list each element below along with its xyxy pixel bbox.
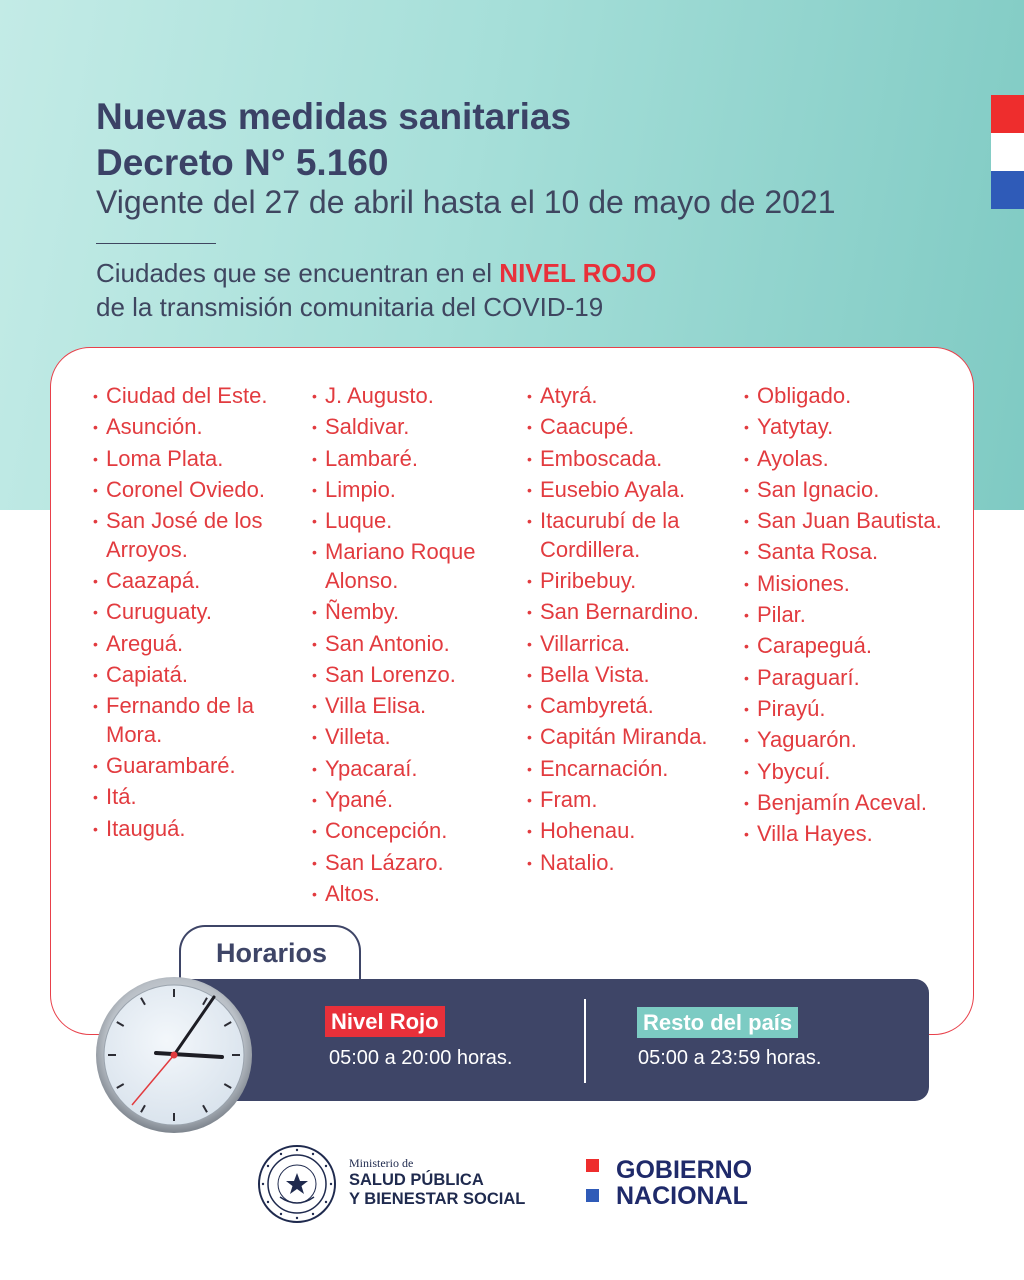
city-item: • Benjamín Aceval. (747, 789, 947, 818)
paraguay-flag-icon (991, 95, 1024, 209)
schedule-bar (160, 979, 929, 1101)
gob-line-2: NACIONAL (616, 1182, 748, 1210)
city-item: • Ñemby. (315, 598, 515, 627)
city-item: • J. Augusto. (315, 382, 515, 411)
city-item: • Villarrica. (530, 630, 730, 659)
city-item: • Pirayú. (747, 695, 947, 724)
city-item: • Ybycuí. (747, 758, 947, 787)
city-item: • Piribebuy. (530, 567, 730, 596)
city-item: • Luque. (315, 507, 515, 536)
city-item: • Ayolas. (747, 445, 947, 474)
city-item: • Ciudad del Este. (96, 382, 286, 411)
nivel-rojo-badge: Nivel Rojo (325, 1006, 445, 1037)
gob-blue-square (586, 1189, 599, 1202)
city-list-col-2 (315, 382, 515, 911)
city-list-col-4 (747, 382, 947, 851)
city-list-col-1 (96, 382, 286, 846)
city-item: • Santa Rosa. (747, 538, 947, 567)
gob-line-1: GOBIERNO (616, 1156, 753, 1184)
clock-icon (94, 975, 254, 1135)
city-item: • Ypané. (315, 786, 515, 815)
ministry-line-1: SALUD PÚBLICA (349, 1171, 484, 1189)
schedule-divider (584, 999, 586, 1083)
city-item: • Guarambaré. (96, 752, 286, 781)
city-item: • Cambyretá. (530, 692, 730, 721)
city-item: • Atyrá. (530, 382, 730, 411)
city-item: • Obligado. (747, 382, 947, 411)
intro-text (96, 256, 656, 324)
city-item: • San Juan Bautista. (747, 507, 947, 536)
gob-red-square (586, 1159, 599, 1172)
resto-pais-badge: Resto del país (637, 1007, 798, 1038)
city-item: • San José de los Arroyos. (96, 507, 286, 564)
city-item: • Coronel Oviedo. (96, 476, 286, 505)
title-line-2: Decreto N° 5.160 (96, 142, 389, 183)
ministry-name (349, 1171, 525, 1209)
city-item: • Lambaré. (315, 445, 515, 474)
ministry-line-2: Y BIENESTAR SOCIAL (349, 1190, 526, 1208)
validity-subtitle: Vigente del 27 de abril hasta el 10 de mayo de 2021 (96, 184, 836, 220)
city-item: • Areguá. (96, 630, 286, 659)
ministry-seal-icon (258, 1145, 336, 1223)
nivel-rojo-hours: 05:00 a 20:00 horas. (329, 1047, 513, 1069)
city-item: • Villeta. (315, 723, 515, 752)
divider-line (96, 243, 216, 244)
page-title (96, 94, 571, 186)
city-item: • Curuguaty. (96, 598, 286, 627)
city-item: • Villa Hayes. (747, 820, 947, 849)
city-item: • Misiones. (747, 570, 947, 599)
city-item: • Capiatá. (96, 661, 286, 690)
intro-lead: Ciudades que se encuentran en el (96, 258, 500, 288)
city-item: • Ypacaraí. (315, 755, 515, 784)
city-item: • Mariano Roque Alonso. (315, 538, 515, 595)
city-item: • Fram. (530, 786, 730, 815)
city-item: • Capitán Miranda. (530, 723, 730, 752)
city-item: • Caacupé. (530, 413, 730, 442)
city-item: • Paraguarí. (747, 664, 947, 693)
city-item: • Caazapá. (96, 567, 286, 596)
city-item: • Villa Elisa. (315, 692, 515, 721)
city-item: • Itauguá. (96, 815, 286, 844)
city-item: • Eusebio Ayala. (530, 476, 730, 505)
city-item: • Concepción. (315, 817, 515, 846)
city-item: • San Antonio. (315, 630, 515, 659)
city-item: • San Lorenzo. (315, 661, 515, 690)
city-item: • Altos. (315, 880, 515, 909)
city-item: • Natalio. (530, 849, 730, 878)
city-item: • Limpio. (315, 476, 515, 505)
city-item: • Carapeguá. (747, 632, 947, 661)
city-item: • Itacurubí de la Cordillera. (530, 507, 730, 564)
city-list-col-3 (530, 382, 730, 880)
resto-pais-hours: 05:00 a 23:59 horas. (638, 1047, 822, 1069)
ministry-small-label: Ministerio de (349, 1156, 414, 1170)
city-item: • San Bernardino. (530, 598, 730, 627)
city-item: • Hohenau. (530, 817, 730, 846)
city-item: • Asunción. (96, 413, 286, 442)
city-item: • Pilar. (747, 601, 947, 630)
city-item: • Bella Vista. (530, 661, 730, 690)
city-item: • Encarnación. (530, 755, 730, 784)
gobierno-nacional-logo (616, 1157, 752, 1209)
city-item: • Emboscada. (530, 445, 730, 474)
city-item: • San Ignacio. (747, 476, 947, 505)
city-item: • San Lázaro. (315, 849, 515, 878)
nivel-rojo-highlight: NIVEL ROJO (499, 258, 657, 288)
horarios-label: Horarios (216, 938, 328, 968)
city-item: • Fernando de la Mora. (96, 692, 286, 749)
city-item: • Loma Plata. (96, 445, 286, 474)
city-item: • Saldivar. (315, 413, 515, 442)
title-line-1: Nuevas medidas sanitarias (96, 96, 572, 137)
city-item: • Yatytay. (747, 413, 947, 442)
city-item: • Itá. (96, 783, 286, 812)
intro-line-2: de la transmisión comunitaria del COVID-19 (96, 292, 604, 322)
city-item: • Yaguarón. (747, 726, 947, 755)
